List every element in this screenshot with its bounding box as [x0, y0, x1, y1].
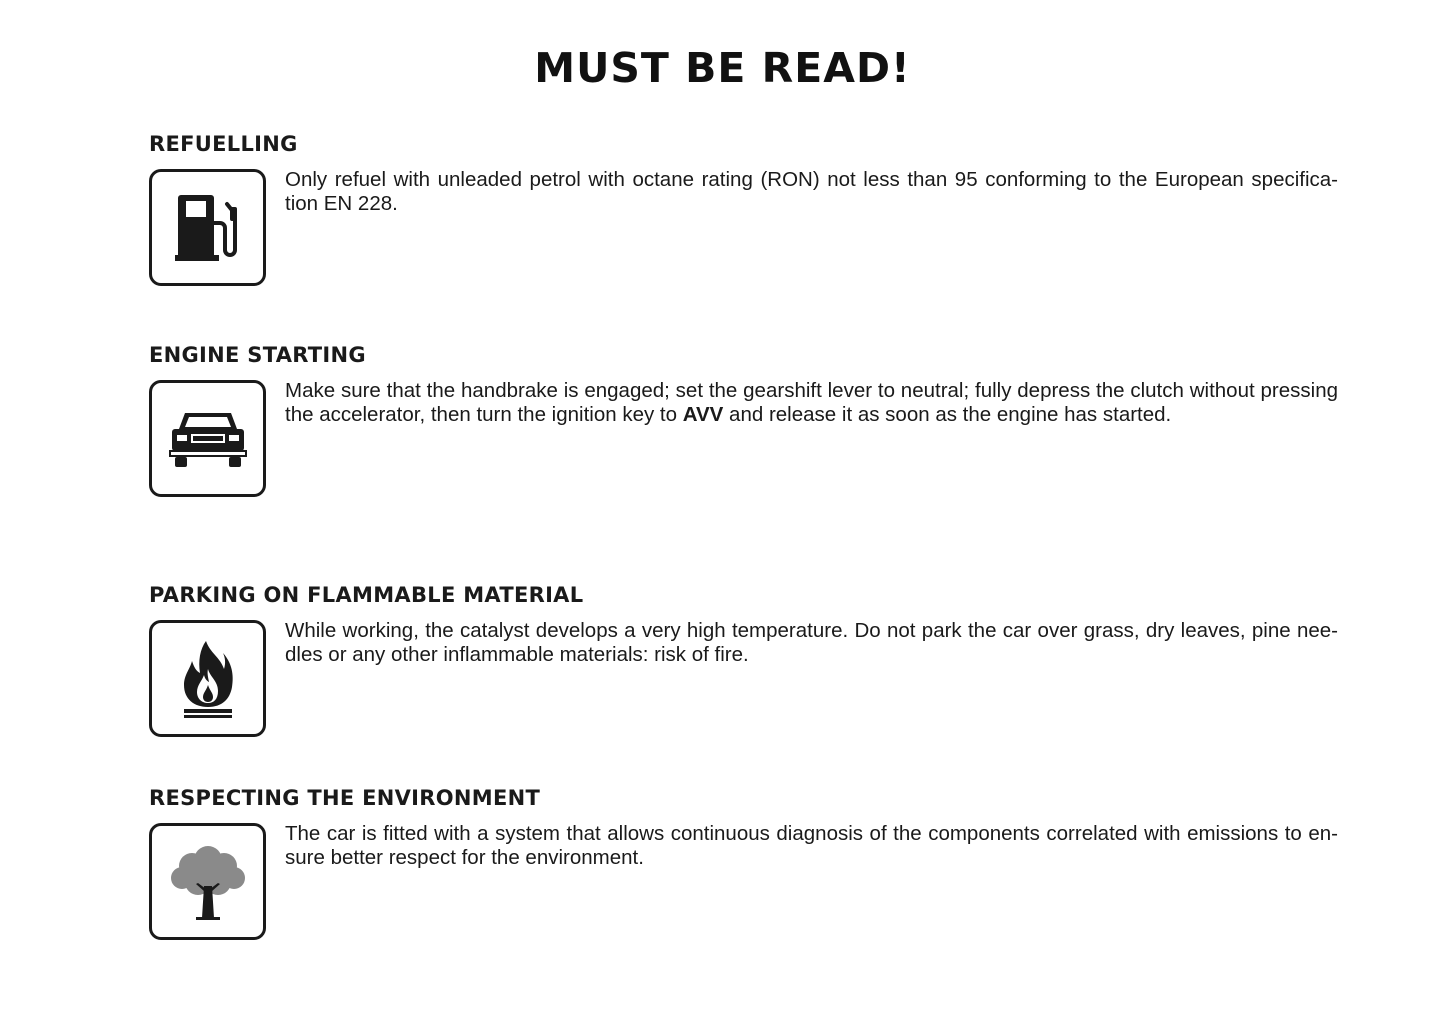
section-engine-starting [149, 342, 1339, 498]
section-body: Only refuel with unleaded petrol with octane rating (RON) not less than 95 conforming to the European specifica-tion EN 228. [285, 168, 1338, 215]
section-row [149, 620, 1339, 738]
section-row [149, 823, 1339, 941]
page-title: MUST BE READ! [534, 44, 911, 92]
tree-icon [149, 823, 266, 940]
section-parking-flammable [149, 582, 1339, 738]
section-body [285, 379, 1338, 427]
section-heading: REFUELLING [149, 132, 298, 156]
fuel-pump-icon [149, 169, 266, 286]
section-refuelling [149, 131, 1339, 287]
section-body: While working, the catalyst develops a very high temperature. Do not park the car over grass, dry leaves, pine nee-dles or any other inflammable materials: risk of fire. [285, 619, 1338, 666]
section-row [149, 169, 1339, 287]
section-heading: PARKING ON FLAMMABLE MATERIAL [149, 583, 584, 607]
section-body: The car is fitted with a system that allows continuous diagnosis of the components correlated with emissions to en-sure better respect for the environment. [285, 822, 1338, 869]
section-body-text: Make sure that the handbrake is engaged; set the gearshift lever to neutral; fully depress the clutch without pressing the accelerator, then turn the ignition key to [285, 379, 1338, 426]
fire-icon [149, 620, 266, 737]
section-environment [149, 785, 1339, 941]
section-heading: RESPECTING THE ENVIRONMENT [149, 786, 541, 810]
section-body-text: and release it as soon as the engine has started. [723, 403, 1172, 426]
ignition-position: AVV [682, 403, 724, 426]
section-heading: ENGINE STARTING [149, 343, 366, 367]
section-row [149, 380, 1339, 498]
car-front-icon [149, 380, 266, 497]
